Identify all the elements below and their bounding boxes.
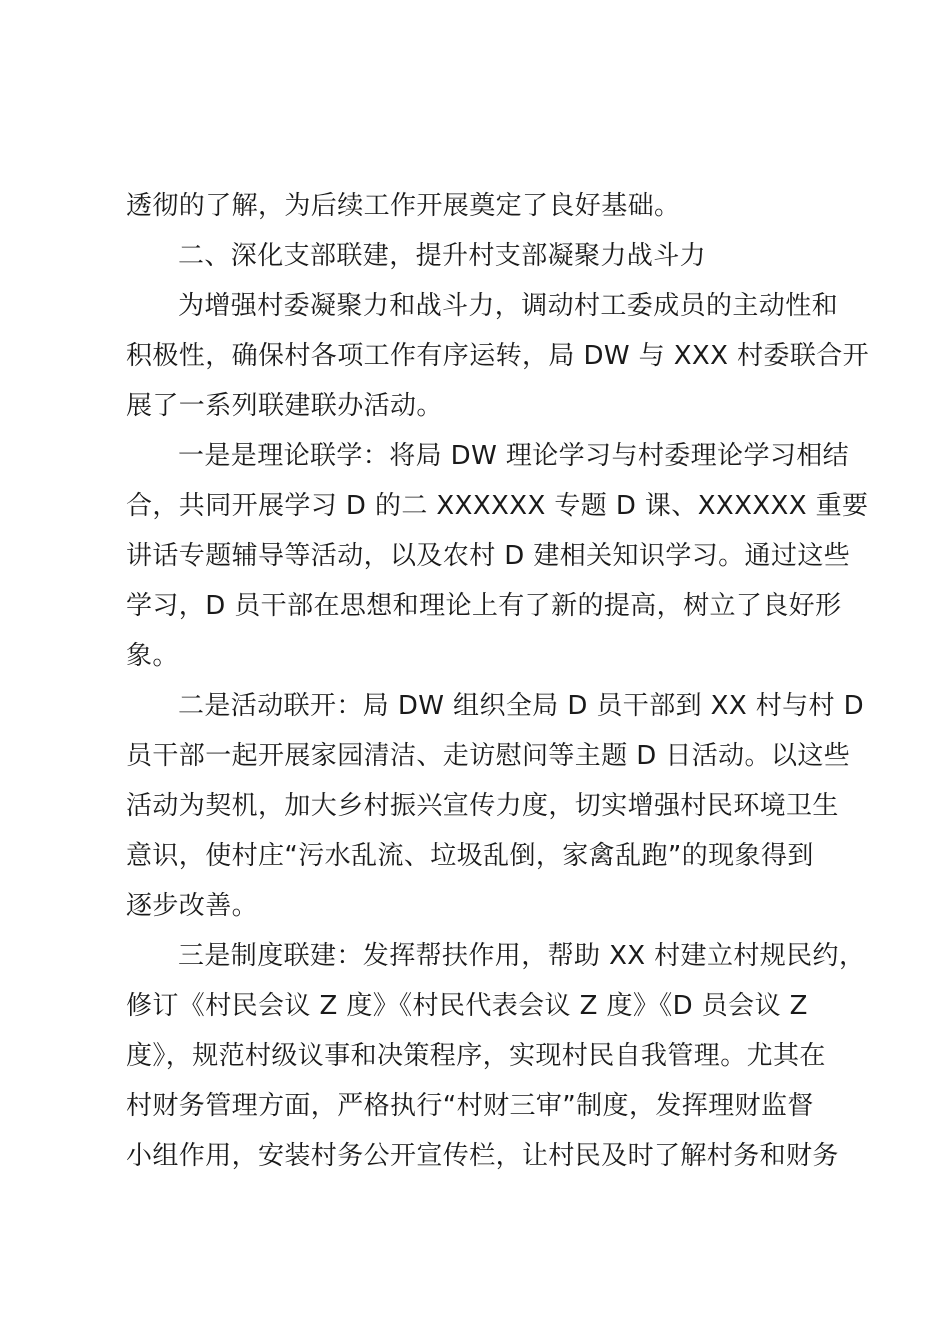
text-line: 活动为契机，加大乡村振兴宣传力度，切实增强村民环境卫生 [126,791,839,821]
text-line: 为增强村委凝聚力和战斗力，调动村工委成员的主动性和 [178,291,839,321]
text-line: 积极性，确保村各项工作有序运转，局 DW 与 XXX 村委联合开 [126,341,870,371]
text-line: 二是活动联开：局 DW 组织全局 D 员干部到 XX 村与村 D [178,691,865,721]
text-line: 透彻的了解，为后续工作开展奠定了良好基础。 [126,191,681,221]
text-line: 一是是理论联学：将局 DW 理论学习与村委理论学习相结 [178,441,850,471]
text-line: 象。 [126,641,179,671]
text-line: 合，共同开展学习 D 的二 XXXXXX 专题 D 课、XXXXXX 重要 [126,491,869,521]
text-line: 意识，使村庄“污水乱流、垃圾乱倒，家禽乱跑”的现象得到 [126,841,814,871]
section-heading: 二、深化支部联建，提升村支部凝聚力战斗力 [178,241,707,271]
text-line: 村财务管理方面，严格执行“村财三审”制度，发挥理财监督 [126,1091,814,1121]
text-line: 三是制度联建：发挥帮扶作用，帮助 XX 村建立村规民约， [178,941,866,971]
text-line: 逐步改善。 [126,891,259,921]
text-line: 学习，D 员干部在思想和理论上有了新的提高，树立了良好形 [126,591,842,621]
text-line: 讲话专题辅导等活动，以及农村 D 建相关知识学习。通过这些 [126,541,851,571]
text-line: 员干部一起开展家园清洁、走访慰问等主题 D 日活动。以这些 [126,741,851,771]
text-line: 小组作用，安装村务公开宣传栏，让村民及时了解村务和财务 [126,1141,839,1171]
text-line: 度》，规范村级议事和决策程序，实现村民自我管理。尤其在 [126,1041,826,1071]
text-line: 展了一系列联建联办活动。 [126,391,443,421]
text-line: 修订《村民会议 Z 度》《村民代表会议 Z 度》《D 员会议 Z [126,991,808,1021]
